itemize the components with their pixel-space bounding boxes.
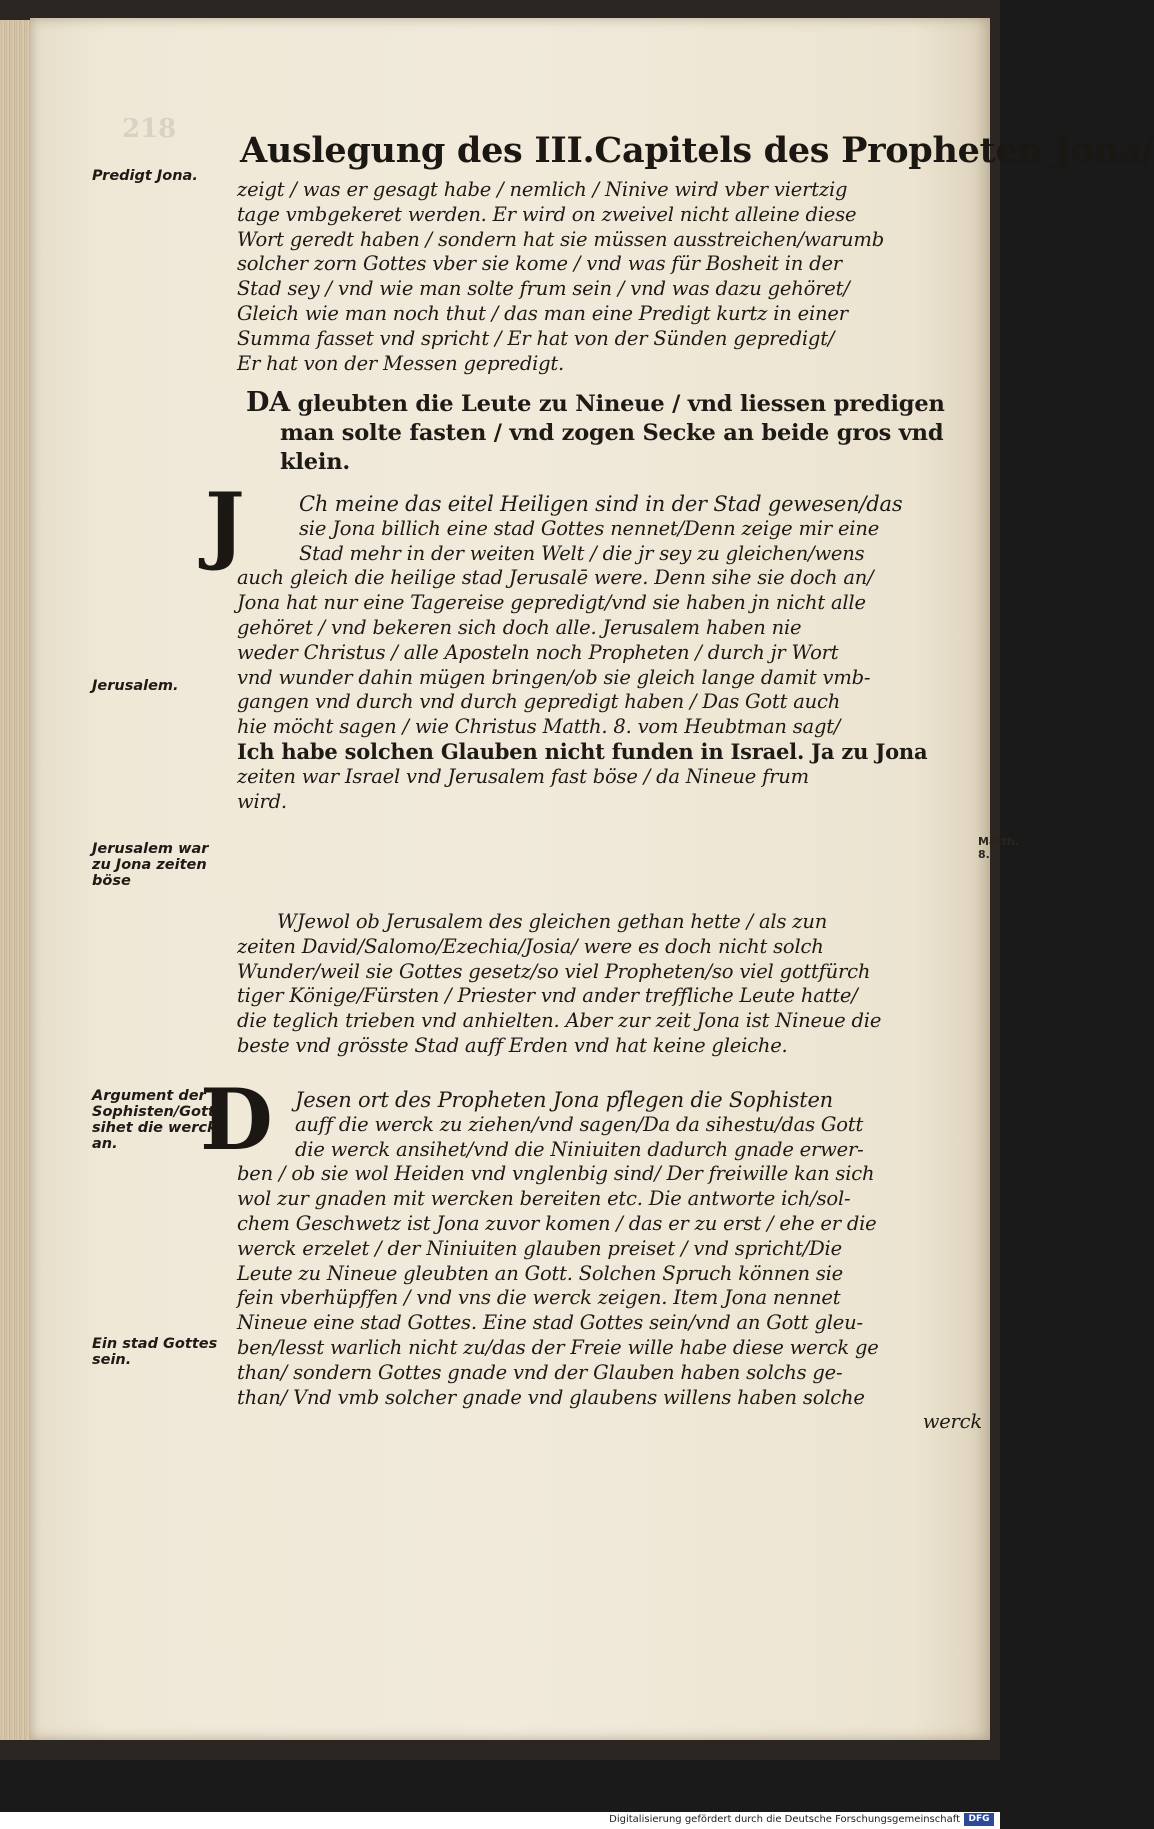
text-line: fein vberhüpffen / vnd vns die werck zeigen. Item Jona nennet xyxy=(237,1286,841,1310)
margin-note-argument xyxy=(92,1088,228,1152)
text-line: auff die werck zu ziehen/vnd sagen/Da da sihestu/das Gott xyxy=(295,1112,864,1136)
text-line: Stad sey / vnd wie man solte frum sein / vnd was dazu gehöret/ xyxy=(237,277,850,301)
margin-note-stad-gottes xyxy=(92,1336,228,1368)
viewer-footer xyxy=(0,1760,1000,1829)
text-line xyxy=(246,388,976,419)
margin-note-line: sihet die werck xyxy=(92,1120,217,1136)
margin-note-line: Predigt Jona. xyxy=(92,168,198,184)
paragraph-2-drop-cap: J xyxy=(205,474,245,573)
text-line: tage vmbgekeret werden. Er wird on zweivel nicht alleine diese xyxy=(237,202,857,226)
text-line: Er hat von der Messen gepredigt. xyxy=(237,351,565,375)
text-line: solcher zorn Gottes vber sie kome / vnd was für Bosheit in der xyxy=(237,252,842,276)
text-line: ben / ob sie wol Heiden vnd vnglenbig sind/ Der freiwille kan sich xyxy=(237,1162,875,1186)
dfg-logo: DFG xyxy=(964,1813,994,1826)
text-line: vnd wunder dahin mügen bringen/ob sie gleich lange damit vmb- xyxy=(237,665,871,689)
margin-note-jerusalem xyxy=(92,678,228,694)
paragraph-2 xyxy=(237,492,982,814)
margin-note-line: Jerusalem war xyxy=(92,841,209,857)
credit-bar xyxy=(0,1812,1000,1829)
text-line: wol zur gnaden mit wercken bereiten etc. Die antworte ich/sol- xyxy=(237,1187,851,1211)
text-line: werck erzelet / der Niniuiten glauben preiset / vnd spricht/Die xyxy=(237,1236,842,1260)
text-line: hie möcht sagen / wie Christus Matth. 8. vom Heubtman sagt/ xyxy=(237,715,841,739)
margin-note-line: sein. xyxy=(92,1352,132,1368)
text-line: gehöret / vnd bekeren sich doch alle. Jerusalem haben nie xyxy=(237,615,802,639)
text-line: sie Jona billich eine stad Gottes nennet/Denn zeige mir eine xyxy=(299,516,880,540)
margin-note-predigt xyxy=(92,168,228,184)
margin-note-line: Ein stad Gottes xyxy=(92,1336,218,1352)
paragraph-1 xyxy=(237,178,982,376)
text-line: Stad mehr in der weiten Welt / die jr sey zu gleichen/wens xyxy=(299,541,865,565)
text-line: Jona hat nur eine Tagereise gepredigt/vnd sie haben jn nicht alle xyxy=(237,591,866,615)
text-line: Wort geredt haben / sondern hat sie müssen ausstreichen/warumb xyxy=(237,227,884,251)
text-line: zeiten David/Salomo/Ezechia/Josia/ were es doch nicht solch xyxy=(237,934,824,958)
text-line: Gleich wie man noch thut / das man eine Predigt kurtz in einer xyxy=(237,301,848,325)
paragraph-4-drop-cap: D xyxy=(200,1070,273,1169)
text-line: chem Geschwetz ist Jona zuvor komen / das er zu erst / ehe er die xyxy=(237,1211,877,1235)
paragraph-4 xyxy=(237,1088,982,1435)
text-line: weder Christus / alle Aposteln noch Propheten / durch jr Wort xyxy=(237,640,839,664)
margin-note-line: Jerusalem. xyxy=(92,678,179,694)
text-line: klein. xyxy=(280,449,350,475)
book-page xyxy=(30,18,1154,1740)
text-line: than/ Vnd vmb solcher gnade vnd glaubens willens haben solche xyxy=(237,1385,865,1409)
text-line: man solte fasten / vnd zogen Secke an beide gros vnd xyxy=(280,420,944,446)
text-line: Nineue eine stad Gottes. Eine stad Gottes sein/vnd an Gott gleu- xyxy=(237,1311,863,1335)
text-line: ben/lesst warlich nicht zu/das der Freie wille habe diese werck ge xyxy=(237,1335,879,1359)
text-line: Summa fasset vnd spricht / Er hat von der Sünden gepredigt/ xyxy=(237,326,835,350)
text-line: zeiten war Israel vnd Jerusalem fast böse / da Nineue frum xyxy=(237,764,809,788)
text-line: beste vnd grösste Stad auff Erden vnd hat keine gleiche. xyxy=(237,1033,788,1057)
text-line: Leute zu Nineue gleubten an Gott. Solchen Spruch können sie xyxy=(237,1261,844,1285)
verse-drop-cap: DA xyxy=(246,387,290,418)
text-line: WJewol ob Jerusalem des gleichen gethan hette / als zun xyxy=(277,910,828,933)
text-line: auch gleich die heilige stad Jerusalē were. Denn sihe sie doch an/ xyxy=(237,566,874,590)
text-line: Ch meine das eitel Heiligen sind in der Stad gewesen/das xyxy=(299,492,903,516)
margin-note-line: Argument der xyxy=(92,1088,206,1104)
margin-note-line: an. xyxy=(92,1136,118,1152)
page-stack-edge xyxy=(0,20,31,1740)
scripture-verse xyxy=(246,388,976,477)
digitization-credit: Digitalisierung gefördert durch die Deutsche Forschungsgemeinschaft xyxy=(609,1814,960,1825)
right-margin-note: Matth. 8. xyxy=(978,835,1019,861)
text-line: tiger Könige/Fürsten / Priester vnd ander treffliche Leute hatte/ xyxy=(237,984,858,1008)
page-header: Auslegung des III.Capitels des Propheten Jona/ xyxy=(240,130,1154,171)
text-line: die teglich trieben vnd anhielten. Aber zur zeit Jona ist Nineue die xyxy=(237,1009,882,1033)
text-line: than/ sondern Gottes gnade vnd der Glauben haben solchs ge- xyxy=(237,1360,843,1384)
paragraph-3 xyxy=(237,910,982,1059)
text-line: gangen vnd durch vnd durch gepredigt haben / Das Gott auch xyxy=(237,690,841,714)
text-line: Ich habe solchen Glauben nicht funden in Israel. Ja zu Jona xyxy=(237,738,928,764)
margin-note-jerusalem-boese xyxy=(92,841,228,889)
margin-note-line: böse xyxy=(92,873,131,889)
margin-note-line: Sophisten/Gott xyxy=(92,1104,215,1120)
bleed-through-page-number: 218 xyxy=(122,114,177,144)
text-line: die werck ansihet/vnd die Niniuiten dadurch gnade erwer- xyxy=(295,1137,864,1161)
text-line: Jesen ort des Propheten Jona pflegen die Sophisten xyxy=(295,1088,833,1112)
text-line: wird. xyxy=(237,789,287,813)
margin-note-line: zu Jona zeiten xyxy=(92,857,207,873)
verse-line: gleubten die Leute zu Nineue / vnd liessen predigen xyxy=(297,391,945,417)
text-line: zeigt / was er gesagt habe / nemlich / Ninive wird vber viertzig xyxy=(237,178,848,201)
text-line: Wunder/weil sie Gottes gesetz/so viel Propheten/so viel gottfürch xyxy=(237,959,871,983)
catchword: werck xyxy=(922,1410,982,1434)
